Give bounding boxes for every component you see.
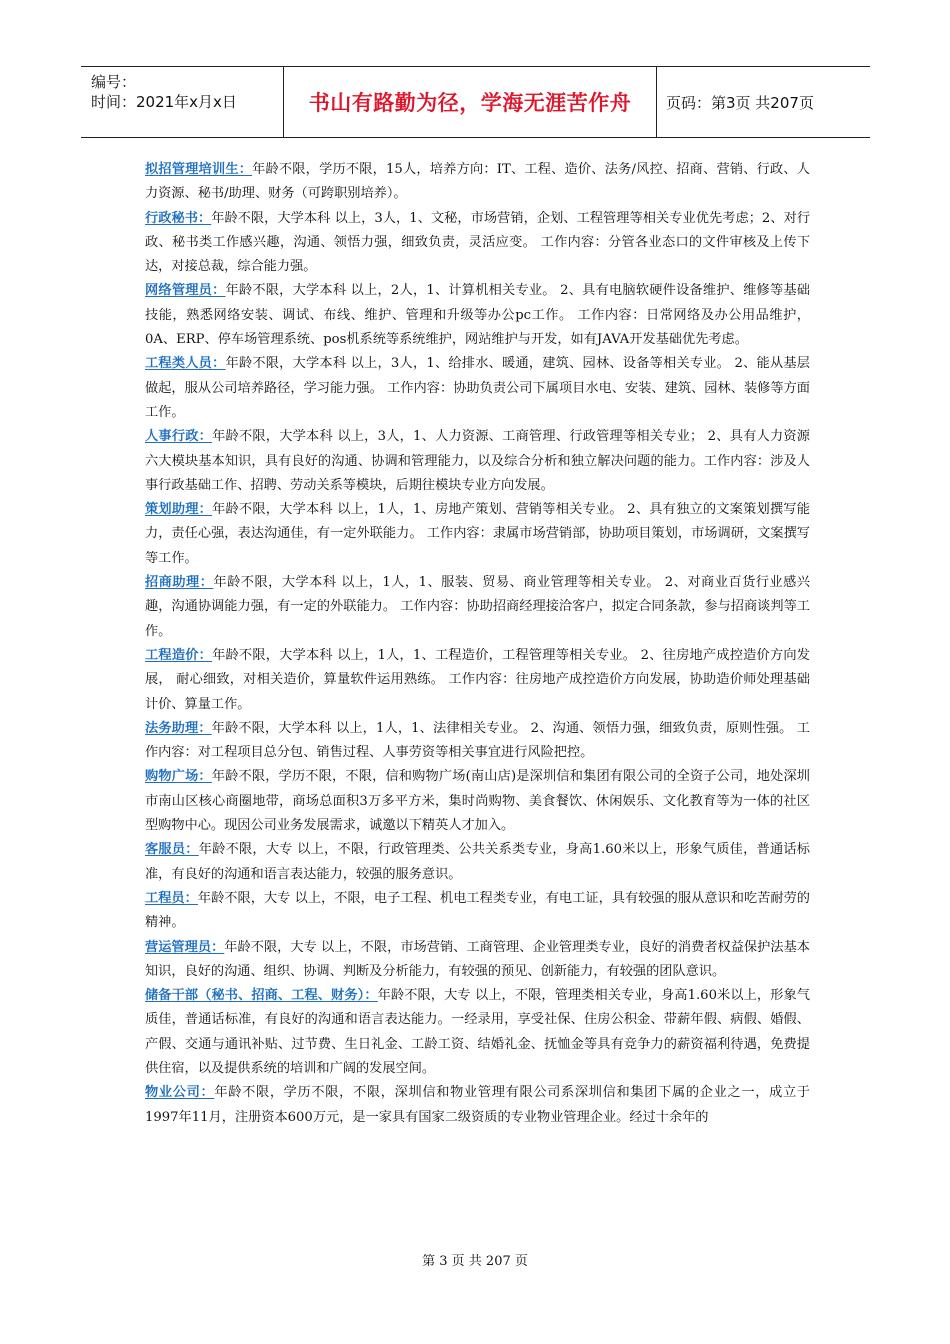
company-description: 年龄不限，学历不限，不限，深圳信和物业管理有限公司系深圳信和集团下属的企业之一，成立于1997年11月，注册资本600万元，是一家具有国家二级资质的专业物业管理企业。经过十余年的 (145, 1085, 810, 1125)
job-entry (145, 717, 810, 766)
number-label: 编号： (91, 73, 137, 91)
motto-title: 书山有路勤为径，学海无涯苦作舟 (283, 67, 657, 137)
job-description: 年龄不限，大学本科 以上，1人，1、服装、贸易、商业管理等相关专业。 2、对商业百货行业感兴趣，沟通协调能力强，有一定的外联能力。 工作内容：协助招商经理接洽客户，拟定合同条款，参与招商谈判等工作。 (145, 575, 810, 639)
job-entry (145, 352, 810, 425)
job-description: 年龄不限，大学本科 以上，3人，1、文秘，市场营销，企划、工程管理等相关专业优先考虑；2、对行政、秘书类工作感兴趣，沟通、领悟力强，细致负责，灵活应变。 工作内容：分管各业态口的文件审核及上传下达，对接总裁，综合能力强。 (145, 210, 811, 275)
job-description: 年龄不限，大专 以上，不限，管理类相关专业，身高1.60米以上，形象气质佳，普通话标准，有良好的沟通和语言表达能力。一经录用，享受社保、住房公积金、带薪年假、病假、婚假、产假、交通与通讯补贴、过节费、生日礼金、工龄工资、结婚礼金、抚恤金等具有竞争力的薪资福利待遇，免费提供住宿，以及提供系统的培训和广阔的发展空间。 (145, 988, 810, 1076)
job-entry (145, 838, 810, 887)
job-title-link[interactable]: 法务助理： (145, 720, 212, 736)
job-entry (145, 571, 810, 644)
date-label: 时间：2021年x月x日 (91, 93, 237, 111)
job-title-link[interactable]: 工程类人员： (145, 356, 226, 372)
job-title-link[interactable]: 客服员： (145, 842, 199, 858)
page-header (81, 66, 870, 138)
job-title-link[interactable]: 拟招管理培训生： (145, 162, 253, 177)
job-title-link[interactable]: 营运管理员： (145, 939, 225, 955)
job-description: 年龄不限，大专 以上，不限，行政管理类、公共关系类专业，身高1.60米以上，形象气质佳，普通话标准，有良好的沟通和语言表达能力，较强的服务意识。 (145, 842, 810, 882)
footer-page-number: 第 3 页 共 207 页 (422, 1254, 528, 1269)
job-entry (145, 936, 810, 985)
job-entry (145, 644, 810, 717)
job-listing-content (145, 158, 810, 1130)
job-title-link[interactable]: 工程员： (145, 890, 198, 906)
job-entry (145, 498, 810, 571)
company-entry (145, 1081, 810, 1130)
job-title-link[interactable]: 人事行政： (145, 429, 213, 445)
page-footer (0, 1250, 950, 1269)
company-entry (145, 765, 810, 838)
job-title-link[interactable]: 工程造价： (145, 647, 213, 663)
job-description: 年龄不限，大学本科 以上，1人，1、法律相关专业。 2、沟通、领悟力强，细致负责，原则性强。 工作内容：对工程项目总分包、销售过程、人事劳资等相关事宜进行风险把控。 (145, 720, 810, 761)
header-meta (81, 67, 282, 137)
job-entry (145, 425, 810, 498)
job-description: 年龄不限，大专 以上，不限，电子工程、机电工程类专业，有电工证，具有较强的服从意识和吃苦耐劳的精神。 (145, 890, 810, 931)
job-description: 年龄不限，大学本科 以上，1人，1、工程造价，工程管理等相关专业。 2、往房地产成控造价方向发展， 耐心细致，对相关造价，算量软件运用熟练。 工作内容：往房地产成控造价方向发展，协助造价师处理基础计价、算量工作。 (145, 647, 810, 712)
header-page-number: 页码：第3页 共207页 (666, 93, 814, 112)
job-title-link[interactable]: 招商助理： (145, 575, 214, 591)
job-entry (145, 887, 810, 936)
job-description: 年龄不限，大学本科 以上，2人，1、计算机相关专业。 2、具有电脑软硬件设备维护、维修等基础技能，熟悉网络安装、调试、布线、维护、管理和升级等办公pc工作。 工作内容：日常网络及办公用品维护，0A、ERP、停车场管理系统、pos机系统等系统维护，网站维护与开发，如有JAVA开发基础优先考虑。 (145, 283, 810, 348)
job-description: 年龄不限，大学本科 以上，3人，1、给排水、暖通，建筑、园林、设备等相关专业。 2、能从基层做起，服从公司培养路径，学习能力强。 工作内容：协助负责公司下属项目水电、安装、建筑、园林、装修等方面工作。 (145, 356, 810, 420)
job-title-link[interactable]: 行政秘书： (145, 210, 212, 226)
job-description: 年龄不限，大学本科 以上，3人，1、人力资源、工商管理、行政管理等相关专业； 2、具有人力资源六大模块基本知识，具有良好的沟通、协调和管理能力，以及综合分析和独立解决问题的能力。工作内容：涉及人事行政基础工作、招聘、劳动关系等模块，后期往模块专业方向发展。 (145, 429, 810, 493)
job-title-link[interactable]: 储备干部（秘书、招商、工程、财务）： (145, 988, 378, 1004)
job-entry (145, 279, 810, 352)
job-title-link[interactable]: 网络管理员： (145, 283, 226, 299)
company-description: 年龄不限，学历不限，不限，信和购物广场(南山店)是深圳信和集团有限公司的全资子公司，地处深圳市南山区核心商圈地带，商场总面积3万多平方米，集时尚购物、美食餐饮、休闲娱乐、文化教育等为一体的社区型购物中心。现因公司业务发展需求，诚邀以下精英人才加入。 (145, 769, 810, 834)
job-description: 年龄不限，大专 以上，不限，市场营销、工商管理、企业管理类专业，良好的消费者权益保护法基本知识，良好的沟通、组织、协调、判断及分析能力，有较强的预见、创新能力，有较强的团队意识。 (145, 939, 810, 979)
job-entry (145, 984, 810, 1081)
job-entry (145, 158, 810, 207)
company-title-link[interactable]: 物业公司： (145, 1085, 215, 1101)
company-title-link[interactable]: 购物广场： (145, 769, 212, 785)
job-description: 年龄不限，学历不限，15人，培养方向：IT、工程、造价、法务/风控、招商、营销、行政、人力资源、秘书/助理、财务（可跨职别培养）。 (145, 162, 810, 202)
job-title-link[interactable]: 策划助理： (145, 502, 213, 518)
job-entry (145, 207, 810, 280)
job-description: 年龄不限，大学本科 以上，1人，1、房地产策划、营销等相关专业。 2、具有独立的文案策划撰写能力，责任心强，表达沟通佳，有一定外联能力。 工作内容：隶属市场营销部，协助项目策划，市场调研，文案撰写等工作。 (145, 502, 810, 566)
